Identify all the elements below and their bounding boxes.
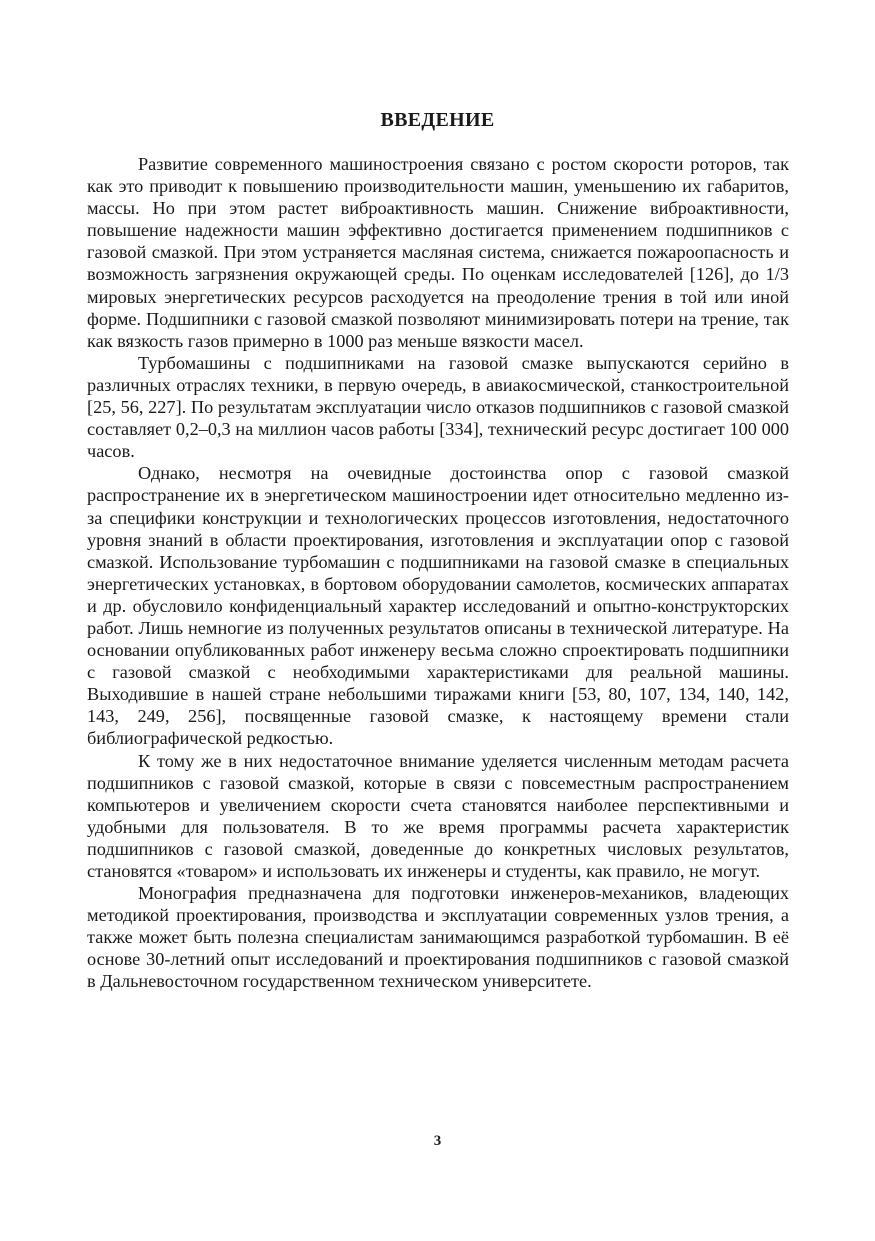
paragraph-2: Турбомашины с подшипниками на газовой смазке выпускаются серийно в различных отраслях техники, в первую очередь, в авиакосмической, станкостроительной [25, 56, 227]. По результатам эксплуатации число отказов подшипников с газовой смазкой составляет 0,2–0,3 на миллион часов работы [334], технический ресурс достигает 100 000 часов. [87,352,789,462]
chapter-heading: ВВЕДЕНИЕ [380,109,495,131]
paragraph-3: Однако, несмотря на очевидные достоинства опор с газовой смазкой распространение их в энергетическом машиностроении идет относительно медленно из-за специфики конструкции и технологических процессов изготовления, недостаточного уровня знаний в области проектирования, изготовления и эксплуатации опор с газовой смазкой. Использование турбомашин с подшипниками на газовой смазке в специальных энергетических установках, в бортовом оборудовании самолетов, космических аппаратах и др. обусловило конфиденциальный характер исследований и опытно-конструкторских работ. Лишь немногие из полученных результатов описаны в технической литературе. На основании опубликованных работ инженеру весьма сложно спроектировать подшипники с газовой смазкой с необходимыми характеристиками для реальной машины. Выходившие в нашей стране небольшими тиражами книги [53, 80, 107, 134, 140, 142, 143, 249, 256], посвященные газовой смазке, к настоящему времени стали библиографической редкостью. [87,463,789,749]
body-text [87,153,789,993]
paragraph-1: Развитие современного машиностроения связано с ростом скорости роторов, так как это приводит к повышению производительности машин, уменьшению их габаритов, массы. Но при этом растет виброактивность машин. Снижение виброактивности, повышение надежности машин эффективно достигается применением подшипников с газовой смазкой. При этом устраняется масляная система, снижается пожароопасность и возможность загрязнения окружающей среды. По оценкам исследователей [126], до 1/3 мировых энергетических ресурсов расходуется на преодоление трения в той или иной форме. Подшипники с газовой смазкой позволяют минимизировать потери на трение, так как вязкость газов примерно в 1000 раз меньше вязкости масел. [87,154,789,351]
paragraph-5: Монография предназначена для подготовки инженеров-механиков, владеющих методикой проектирования, производства и эксплуатации современных узлов трения, а также может быть полезна специалистам занимающимся разработкой турбомашин. В её основе 30-летний опыт исследований и проектирования подшипников с газовой смазкой в Дальневосточном государственном техническом университете. [87,883,789,992]
page-number: 3 [433,1133,442,1149]
paragraph-4: К тому же в них недостаточное внимание уделяется численным методам расчета подшипников с газовой смазкой, которые в связи с повсеместным распространением компьютеров и увеличением скорости счета становятся наиболее перспективными и удобными для пользователя. В то же время программы расчета характеристик подшипников с газовой смазкой, доведенные до конкретных числовых результатов, становятся «товаром» и использовать их инженеры и студенты, как правило, не могут. [87,750,789,881]
